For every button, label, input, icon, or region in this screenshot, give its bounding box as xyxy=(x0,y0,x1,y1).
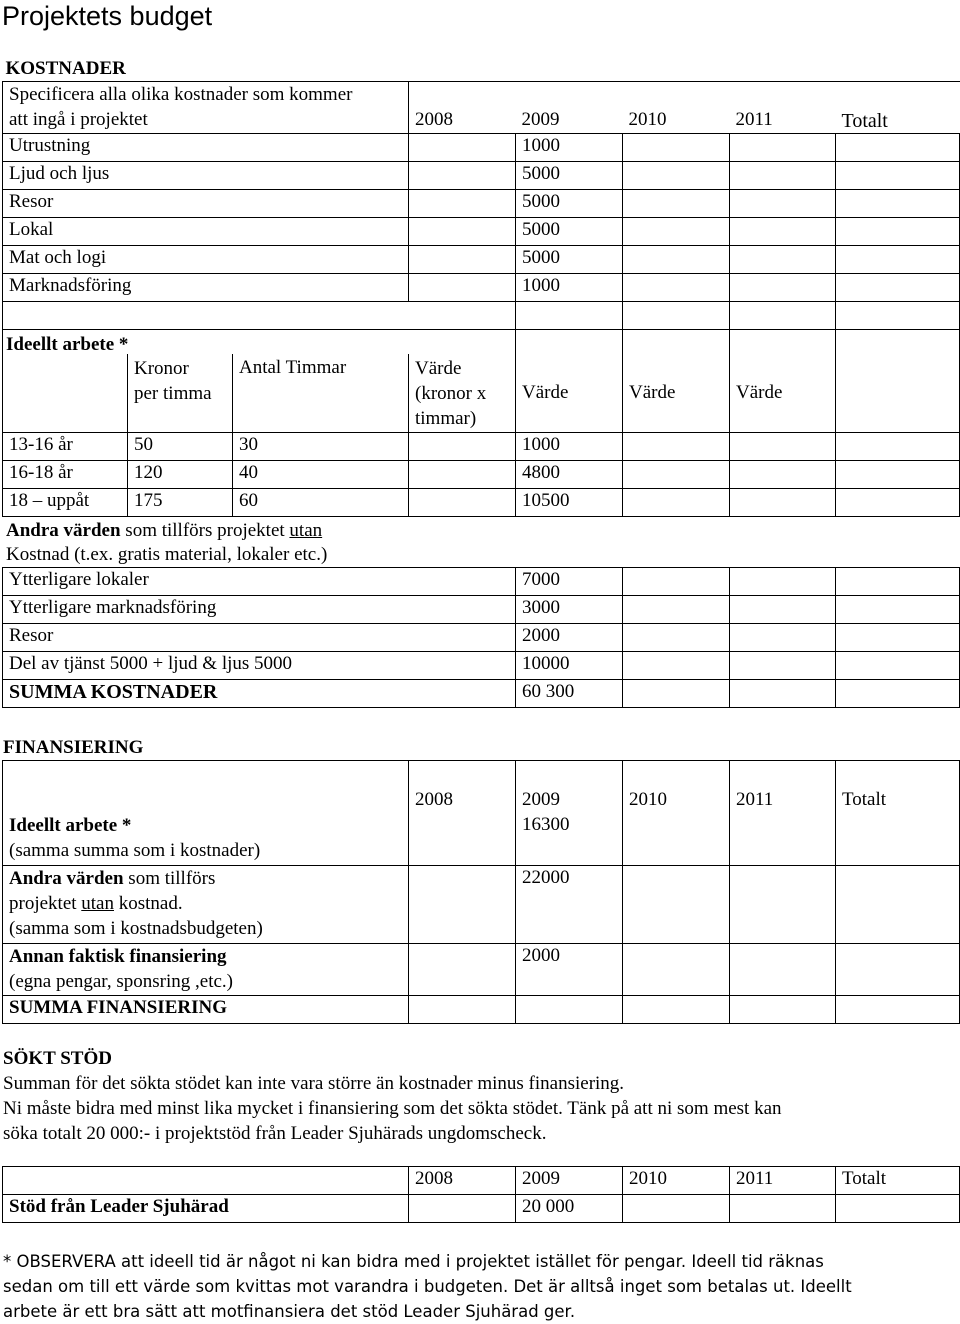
cost-row-value: 5000 xyxy=(516,218,623,246)
summa-finansiering-label: SUMMA FINANSIERING xyxy=(3,996,409,1024)
fin-year-2008-header: 2008 xyxy=(409,761,516,813)
andra-intro-line-1 xyxy=(6,518,322,543)
sokt-line-3: söka totalt 20 000:- i projektstöd från Leader Sjuhärads ungdomscheck. xyxy=(3,1123,547,1144)
fin-ideellt-bold: Ideellt arbete * xyxy=(9,814,132,836)
stod-year-2011-header: 2011 xyxy=(730,1167,836,1195)
varde-header-line-2: (kronor x xyxy=(415,383,487,404)
fin-year-2009-header: 2009 xyxy=(516,761,623,813)
cost-row-label: Resor xyxy=(3,190,409,218)
varde-header-line-3: timmar) xyxy=(415,408,477,429)
page-title: Projektets budget xyxy=(2,1,213,31)
andra-intro-bold: Andra värden xyxy=(6,520,121,541)
andra-row-value: 7000 xyxy=(516,568,623,596)
kronor-header-line-1: Kronor xyxy=(134,358,189,379)
spec-label xyxy=(3,82,409,134)
andra-row-label: Ytterligare lokaler xyxy=(3,568,516,596)
andra-table xyxy=(2,567,960,708)
ideellt-table xyxy=(2,354,960,517)
fin-andra-line-2b: kostnad. xyxy=(114,893,183,914)
fin-row-annan xyxy=(3,944,409,996)
kronor-header-line-2: per timma xyxy=(134,383,212,404)
footnote-line-2: sedan om till ett värde som kvittas mot varandra i budgeten. Det är alltså inget som betalas ut. Ideellt xyxy=(3,1277,852,1296)
varde-2011-header: Värde xyxy=(730,354,836,432)
fin-annan-line-2: (egna pengar, sponsring ,etc.) xyxy=(9,971,233,992)
andra-intro-underline: utan xyxy=(289,520,323,541)
fin-annan-bold: Annan faktisk finansiering xyxy=(9,946,227,967)
footnote-line-1: * OBSERVERA att ideell tid är något ni kan bidra med i projektet istället för pengar. Ideell tid räknas xyxy=(3,1252,824,1271)
ideellt-row-kronor: 120 xyxy=(128,460,233,488)
fin-year-2010-header: 2010 xyxy=(623,761,730,813)
total-header: Totalt xyxy=(841,110,888,132)
cost-row-label: Mat och logi xyxy=(3,246,409,274)
year-2009-header: 2009 xyxy=(521,109,560,130)
stod-row-label: Stöd från Leader Sjuhärad xyxy=(3,1195,409,1223)
ideellt-row-label: 18 – uppåt xyxy=(3,488,128,516)
andra-intro-mid: som tillförs projektet xyxy=(120,520,290,541)
cost-row-value: 1000 xyxy=(516,274,623,302)
varde-2010-header: Värde xyxy=(623,354,730,432)
fin-ideellt-line-2: (samma summa som i kostnader) xyxy=(9,839,261,861)
ideellt-heading: Ideellt arbete * xyxy=(3,330,516,358)
year-2008-header: 2008 xyxy=(415,109,453,130)
cost-row-value: 5000 xyxy=(516,246,623,274)
varde-2009-header: Värde xyxy=(516,354,623,432)
ideellt-row-value: 1000 xyxy=(516,432,623,460)
fin-row-andra xyxy=(3,866,409,944)
cost-row-label: Ljud och ljus xyxy=(3,162,409,190)
stod-table xyxy=(2,1166,960,1223)
varde-header xyxy=(409,354,516,432)
andra-row-label: Ytterligare marknadsföring xyxy=(3,596,516,624)
spec-line-2: att ingå i projektet xyxy=(9,109,148,130)
summa-kostnader-label: SUMMA KOSTNADER xyxy=(3,680,516,708)
fin-row-ideellt xyxy=(3,813,409,866)
andra-row-label: Del av tjänst 5000 + ljud & ljus 5000 xyxy=(3,652,516,680)
sokt-line-1: Summan för det sökta stödet kan inte vara större än kostnader minus finansiering. xyxy=(3,1073,625,1094)
fin-andra-line-2u: utan xyxy=(81,893,114,914)
andra-row-value: 10000 xyxy=(516,652,623,680)
fin-andra-line-2a: projektet xyxy=(9,893,82,914)
footnote-line-3: arbete är ett bra sätt att motfinansiera det stöd Leader Sjuhärad ger. xyxy=(3,1302,576,1321)
cost-row-label: Marknadsföring xyxy=(3,274,409,302)
stod-year-2008-header: 2008 xyxy=(409,1167,516,1195)
andra-intro-line-2: Kostnad (t.ex. gratis material, lokaler etc.) xyxy=(6,544,328,565)
varde-header-line-1: Värde xyxy=(415,358,462,379)
andra-row-value: 3000 xyxy=(516,596,623,624)
ideellt-row-kronor: 175 xyxy=(128,488,233,516)
fin-andra-bold: Andra värden xyxy=(9,868,124,889)
ideellt-row-label: 13-16 år xyxy=(3,432,128,460)
cost-row-label: Utrustning xyxy=(3,134,409,162)
ideellt-row-kronor: 50 xyxy=(128,432,233,460)
andra-row-label: Resor xyxy=(3,624,516,652)
fin-annan-value: 2000 xyxy=(516,944,623,996)
ideellt-row-timmar: 60 xyxy=(233,488,409,516)
ideellt-row-value: 10500 xyxy=(516,488,623,516)
finansiering-heading: FINANSIERING xyxy=(3,737,144,758)
spec-line-1: Specificera alla olika kostnader som kommer xyxy=(9,84,353,105)
sokt-heading: SÖKT STÖD xyxy=(3,1048,112,1069)
cost-row-value: 5000 xyxy=(516,162,623,190)
cost-row-value: 1000 xyxy=(516,134,623,162)
andra-row-value: 2000 xyxy=(516,624,623,652)
cost-row-label: Lokal xyxy=(3,218,409,246)
ideellt-row-timmar: 40 xyxy=(233,460,409,488)
kronor-header xyxy=(128,354,233,432)
summa-kostnader-value: 60 300 xyxy=(516,680,623,708)
stod-year-2009-header: 2009 xyxy=(516,1167,623,1195)
ideellt-row-label: 16-18 år xyxy=(3,460,128,488)
fin-andra-rest: som tillförs xyxy=(123,868,216,889)
fin-total-header: Totalt xyxy=(836,761,960,813)
year-2011-header: 2011 xyxy=(735,109,773,130)
stod-total-header: Totalt xyxy=(836,1167,960,1195)
kostnader-heading: KOSTNADER xyxy=(3,54,960,82)
timmar-header: Antal Timmar xyxy=(233,354,409,432)
stod-year-2010-header: 2010 xyxy=(623,1167,730,1195)
stod-row-value: 20 000 xyxy=(516,1195,623,1223)
finansiering-table xyxy=(2,760,960,1024)
kostnader-table xyxy=(2,54,960,357)
fin-andra-value: 22000 xyxy=(516,866,623,944)
ideellt-row-value: 4800 xyxy=(516,460,623,488)
ideellt-row-timmar: 30 xyxy=(233,432,409,460)
sokt-line-2: Ni måste bidra med minst lika mycket i finansiering som det sökta stödet. Tänk på att ni som mest kan xyxy=(3,1098,782,1119)
fin-year-2011-header: 2011 xyxy=(730,761,836,813)
year-2010-header: 2010 xyxy=(628,109,667,130)
fin-andra-line-3: (samma som i kostnadsbudgeten) xyxy=(9,918,263,939)
cost-row-value: 5000 xyxy=(516,190,623,218)
fin-ideellt-value: 16300 xyxy=(516,813,623,866)
